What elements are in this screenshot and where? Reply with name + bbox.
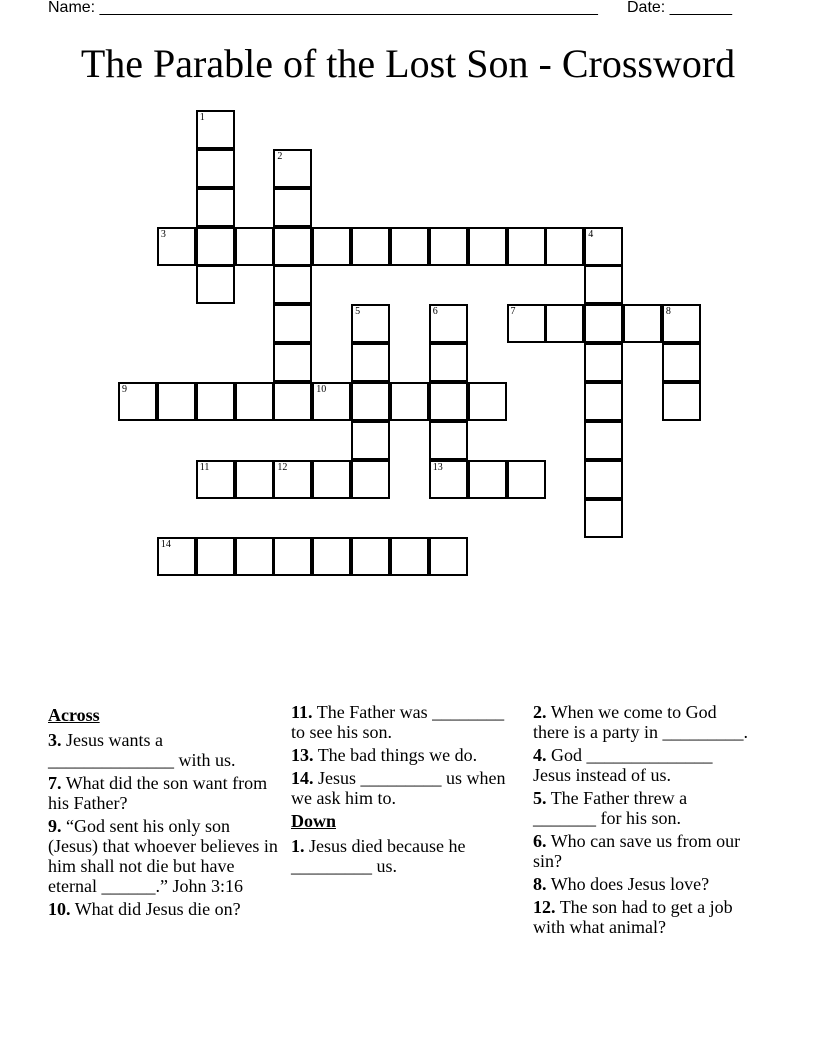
grid-cell[interactable] <box>196 382 235 421</box>
grid-cell[interactable] <box>468 460 507 499</box>
clue-number: 8 <box>665 306 671 318</box>
grid-cell[interactable] <box>351 343 390 382</box>
grid-cell[interactable] <box>118 382 157 421</box>
clue-across-7: 7. What did the son want from his Father? <box>48 773 268 813</box>
grid-cell[interactable] <box>273 382 312 421</box>
grid-cell[interactable] <box>429 382 468 421</box>
grid-cell[interactable] <box>584 499 623 538</box>
grid-cell[interactable] <box>312 537 351 576</box>
grid-cell[interactable] <box>390 382 429 421</box>
clues-column-3 <box>533 702 748 940</box>
grid-cell[interactable] <box>507 227 546 266</box>
clue-down-1: 1. Jesus died because he _________ us. <box>291 836 466 876</box>
grid-cell[interactable] <box>235 537 274 576</box>
grid-cell[interactable] <box>196 227 235 266</box>
grid-cell[interactable] <box>196 537 235 576</box>
grid-cell[interactable] <box>429 227 468 266</box>
clue-number: 5 <box>355 306 361 318</box>
clue-down-4: 4. God ______________ Jesus instead of us. <box>533 745 713 785</box>
clue-number: 12 <box>277 461 288 473</box>
clue-number: 14 <box>160 539 171 551</box>
grid-cell[interactable] <box>273 265 312 304</box>
clue-number: 7 <box>510 306 516 318</box>
grid-cell[interactable] <box>196 149 235 188</box>
grid-cell[interactable] <box>584 343 623 382</box>
grid-cell[interactable] <box>157 227 196 266</box>
date-line[interactable]: Date: _______ <box>627 0 732 16</box>
page-title: The Parable of the Lost Son - Crossword <box>80 41 736 86</box>
grid-cell[interactable] <box>662 343 701 382</box>
grid-cell[interactable] <box>429 537 468 576</box>
clue-number: 11 <box>199 461 210 473</box>
grid-cell[interactable] <box>584 382 623 421</box>
grid-cell[interactable] <box>196 460 235 499</box>
grid-cell[interactable] <box>273 188 312 227</box>
clue-across-13: 13. The bad things we do. <box>291 745 478 765</box>
clue-down-6: 6. Who can save us from our sin? <box>533 831 741 871</box>
grid-cell[interactable] <box>429 304 468 343</box>
grid-cell[interactable] <box>312 382 351 421</box>
down-heading: Down <box>291 811 337 831</box>
grid-cell[interactable] <box>545 304 584 343</box>
clue-number: 4 <box>588 228 594 240</box>
grid-cell[interactable] <box>351 227 390 266</box>
grid-cell[interactable] <box>468 227 507 266</box>
clue-down-8: 8. Who does Jesus love? <box>533 874 710 894</box>
grid-cell[interactable] <box>157 537 196 576</box>
grid-cell[interactable] <box>235 227 274 266</box>
clue-across-3: 3. Jesus wants a ______________ with us. <box>48 730 236 770</box>
clue-number: 10 <box>316 383 327 395</box>
grid-cell[interactable] <box>273 343 312 382</box>
grid-cell[interactable] <box>429 421 468 460</box>
clue-number: 6 <box>432 306 438 318</box>
grid-cell[interactable] <box>429 343 468 382</box>
grid-cell[interactable] <box>351 382 390 421</box>
clues-column-2 <box>291 702 521 879</box>
grid-cell[interactable] <box>390 227 429 266</box>
grid-cell[interactable] <box>273 227 312 266</box>
grid-cell[interactable] <box>468 382 507 421</box>
grid-cell[interactable] <box>507 304 546 343</box>
grid-cell[interactable] <box>196 110 235 149</box>
grid-cell[interactable] <box>584 265 623 304</box>
grid-cell[interactable] <box>584 227 623 266</box>
clue-number: 1 <box>199 112 205 123</box>
clues-column-1 <box>48 702 278 922</box>
grid-cell[interactable] <box>507 460 546 499</box>
grid-cell[interactable] <box>235 382 274 421</box>
grid-cell[interactable] <box>351 460 390 499</box>
clue-across-9: 9. “God sent his only son (Jesus) that whoever believes in him shall not die but have eternal ______.” John 3:16 <box>48 816 278 896</box>
grid-cell[interactable] <box>351 304 390 343</box>
grid-cell[interactable] <box>623 304 662 343</box>
clue-number: 2 <box>277 150 283 162</box>
grid-cell[interactable] <box>196 265 235 304</box>
grid-cell[interactable] <box>390 537 429 576</box>
grid-cell[interactable] <box>351 537 390 576</box>
grid-cell[interactable] <box>273 460 312 499</box>
clue-across-10: 10. What did Jesus die on? <box>48 899 241 919</box>
clue-down-12: 12. The son had to get a job with what animal? <box>533 897 733 937</box>
clue-number: 3 <box>160 228 166 240</box>
clue-down-2: 2. When we come to God there is a party in _________. <box>533 702 748 742</box>
clue-number: 9 <box>122 383 127 395</box>
grid-cell[interactable] <box>584 304 623 343</box>
clue-down-5: 5. The Father threw a _______ for his son. <box>533 788 688 828</box>
name-line[interactable]: Name: ________________________________________________________ <box>48 0 598 16</box>
grid-cell[interactable] <box>273 537 312 576</box>
grid-cell[interactable] <box>273 304 312 343</box>
grid-cell[interactable] <box>584 421 623 460</box>
grid-cell[interactable] <box>662 382 701 421</box>
clue-across-14: 14. Jesus _________ us when we ask him to. <box>291 768 506 808</box>
grid-cell[interactable] <box>312 227 351 266</box>
grid-cell[interactable] <box>545 227 584 266</box>
clue-across-11: 11. The Father was ________ to see his son. <box>291 702 505 742</box>
grid-cell[interactable] <box>235 460 274 499</box>
across-heading: Across <box>48 705 100 725</box>
grid-cell[interactable] <box>312 460 351 499</box>
grid-cell[interactable] <box>584 460 623 499</box>
grid-cell[interactable] <box>429 460 468 499</box>
grid-cell[interactable] <box>662 304 701 343</box>
grid-cell[interactable] <box>157 382 196 421</box>
grid-cell[interactable] <box>196 188 235 227</box>
grid-cell[interactable] <box>351 421 390 460</box>
clue-number: 13 <box>432 461 443 473</box>
grid-cell[interactable] <box>273 149 312 188</box>
